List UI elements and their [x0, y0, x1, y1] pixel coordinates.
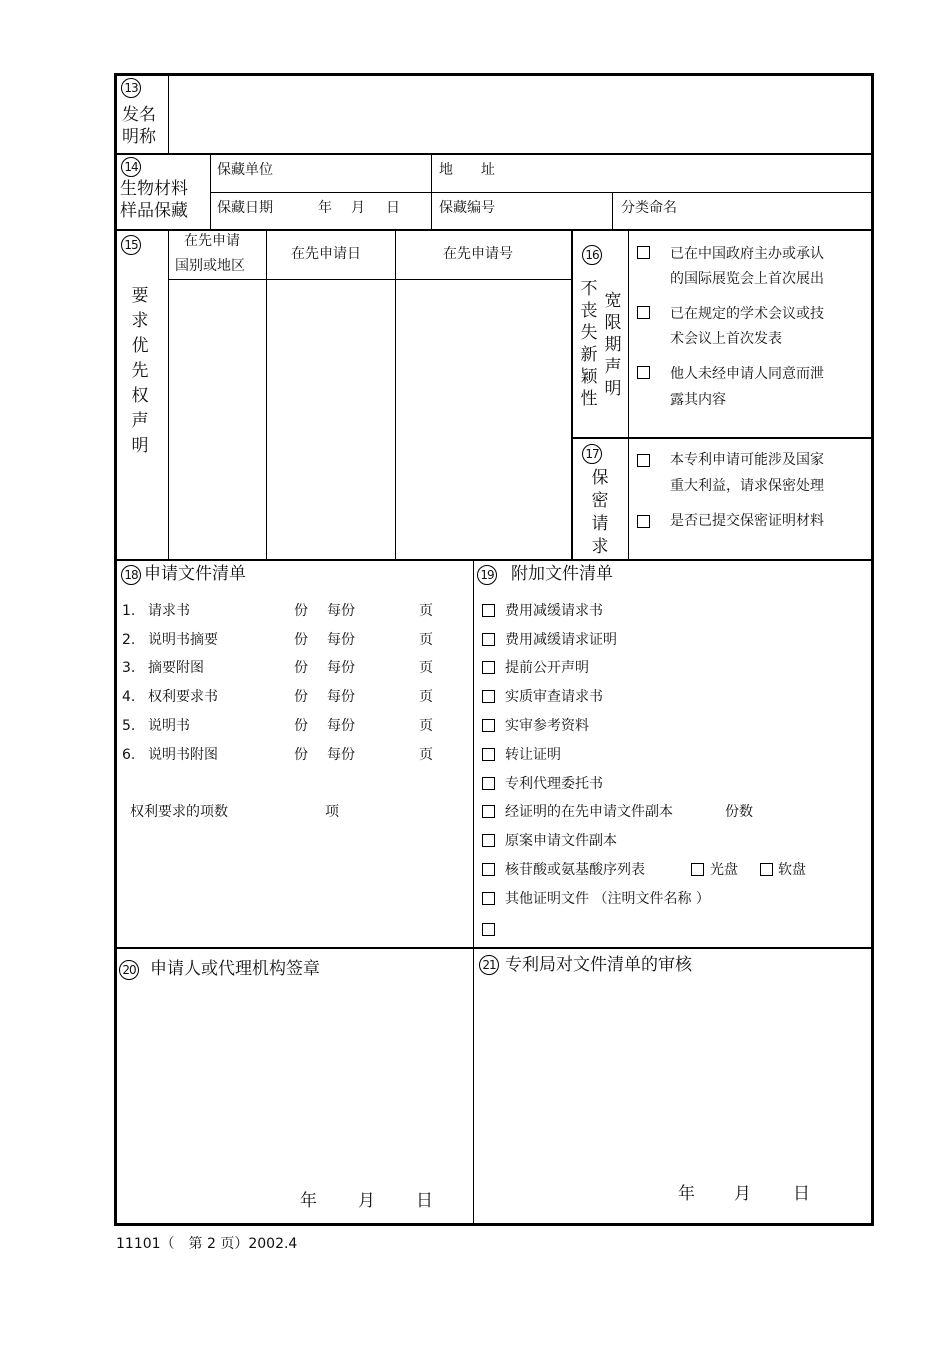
sequence-listing-checkbox[interactable] [482, 863, 495, 876]
power-of-attorney-item: 专利代理委托书 [505, 776, 603, 792]
grace-period-label: 宽限期声明 [604, 291, 622, 399]
doc-item-name: 权利要求书 [148, 689, 218, 705]
exhibition-option: 的国际展览会上首次展出 [670, 271, 824, 287]
deposit-number-field[interactable] [505, 195, 609, 227]
doc-item-per: 每份 [327, 660, 355, 676]
conference-option: 术会议上首次发表 [670, 331, 782, 347]
prior-date-header: 在先申请日 [291, 246, 361, 262]
doc-item-pages: 页 [419, 660, 433, 676]
doc-item-copies: 份 [294, 632, 308, 648]
doc-item-pages: 页 [419, 603, 433, 619]
cd-label: 光盘 [710, 862, 738, 878]
doc-item-name: 说明书摘要 [148, 632, 218, 648]
prior-number-header: 在先申请号 [443, 246, 513, 262]
divider [266, 230, 267, 560]
doc-item-no: 5. [122, 718, 136, 734]
doc-item-pages: 页 [419, 689, 433, 705]
original-application-copy-checkbox[interactable] [482, 834, 495, 847]
seal-year-label: 年 [300, 1191, 317, 1211]
divider [210, 154, 211, 230]
section-number-20: 20 [119, 960, 139, 980]
conference-option: 已在规定的学术会议或技 [670, 306, 824, 322]
divider [168, 75, 169, 154]
doc-item-pages: 页 [419, 747, 433, 763]
classification-field[interactable] [690, 195, 870, 227]
doc-item-name: 说明书附图 [148, 747, 218, 763]
conference-checkbox[interactable] [637, 306, 650, 319]
doc-item-pages: 页 [419, 632, 433, 648]
doc-item-per: 每份 [327, 747, 355, 763]
office-review-title: 专利局对文件清单的审核 [505, 955, 692, 975]
early-publication-checkbox[interactable] [482, 661, 495, 674]
exhibition-checkbox[interactable] [637, 246, 650, 259]
biomaterial-label: 样品保藏 [120, 201, 188, 221]
transfer-proof-checkbox[interactable] [482, 748, 495, 761]
claims-count-unit: 项 [325, 804, 339, 820]
confidentiality-option: 重大利益，请求保密处理 [670, 478, 824, 494]
doc-item-copies: 份 [294, 747, 308, 763]
proof-submitted-checkbox[interactable] [637, 515, 650, 528]
divider [114, 153, 874, 155]
divider [114, 559, 874, 561]
confidentiality-checkbox[interactable] [637, 454, 650, 467]
doc-item-name: 摘要附图 [148, 660, 204, 676]
original-application-copy-item: 原案申请文件副本 [505, 833, 617, 849]
seal-day-label: 日 [416, 1191, 433, 1211]
floppy-label: 软盘 [778, 862, 806, 878]
unauthorized-disclosure-option: 他人未经申请人同意而泄 [670, 366, 824, 382]
doc-item-copies: 份 [294, 603, 308, 619]
doc-item-per: 每份 [327, 603, 355, 619]
exam-reference-checkbox[interactable] [482, 719, 495, 732]
doc-item-name: 说明书 [148, 718, 190, 734]
doc-item-no: 1. [122, 603, 136, 619]
form-code: 11101（ 第 2 页）2002.4 [116, 1236, 298, 1252]
doc-item-copies: 份 [294, 689, 308, 705]
invention-name-field[interactable] [172, 78, 870, 150]
section-number-14: 14 [121, 157, 141, 177]
divider [114, 229, 874, 231]
deposit-date-label: 保藏日期 [217, 200, 273, 216]
address-label: 地 址 [439, 162, 495, 178]
novelty-label: 不丧失新颖性 [580, 279, 598, 409]
deposit-year-label: 年 [318, 200, 332, 216]
invention-name-label: 发名 [122, 105, 156, 125]
copies-count-label: 份数 [725, 804, 753, 820]
seal-month-label: 月 [358, 1191, 375, 1211]
deposit-month-label: 月 [351, 200, 365, 216]
divider [431, 154, 432, 230]
additional-docs-title: 附加文件清单 [511, 564, 613, 584]
other-proof-item: 其他证明文件 （注明文件名称 ） [505, 891, 710, 907]
review-month-label: 月 [734, 1184, 751, 1204]
biomaterial-label: 生物材料 [120, 179, 188, 199]
floppy-checkbox[interactable] [760, 863, 773, 876]
deposit-day-label: 日 [386, 200, 400, 216]
depositary-label: 保藏单位 [217, 162, 273, 178]
applicant-seal-area[interactable] [118, 985, 470, 1180]
section-number-13: 13 [121, 78, 141, 98]
section-number-21: 21 [479, 955, 499, 975]
section-number-19: 19 [477, 565, 497, 585]
confidentiality-label: 保密请求 [591, 468, 609, 557]
divider [612, 192, 613, 230]
other-proof-checkbox[interactable] [482, 892, 495, 905]
prior-number-field[interactable] [397, 282, 569, 557]
divider [571, 230, 573, 560]
depositary-field[interactable] [280, 157, 428, 189]
prior-country-header: 在先申请 [184, 233, 240, 249]
doc-item-pages: 页 [419, 718, 433, 734]
doc-item-no: 3. [122, 660, 136, 676]
review-day-label: 日 [793, 1184, 810, 1204]
divider [473, 560, 474, 1226]
unauthorized-disclosure-option: 露其内容 [670, 392, 726, 408]
claims-count-label: 权利要求的项数 [130, 804, 228, 820]
blank-item-checkbox[interactable] [482, 923, 495, 936]
section-number-17: 17 [582, 444, 602, 464]
proof-submitted-option: 是否已提交保密证明材料 [670, 513, 824, 529]
fee-reduction-request-item: 费用减缓请求书 [505, 603, 603, 619]
doc-item-copies: 份 [294, 718, 308, 734]
fee-reduction-request-checkbox[interactable] [482, 604, 495, 617]
divider [168, 230, 169, 560]
classification-label: 分类命名 [621, 200, 677, 216]
power-of-attorney-checkbox[interactable] [482, 777, 495, 790]
doc-item-copies: 份 [294, 660, 308, 676]
certified-prior-copy-checkbox[interactable] [482, 805, 495, 818]
exam-reference-item: 实审参考资料 [505, 718, 589, 734]
invention-name-label: 明称 [122, 127, 156, 147]
divider [114, 947, 874, 949]
section-number-18: 18 [121, 565, 141, 585]
section-number-15: 15 [121, 235, 141, 255]
early-publication-item: 提前公开声明 [505, 660, 589, 676]
doc-item-per: 每份 [327, 632, 355, 648]
exhibition-option: 已在中国政府主办或承认 [670, 246, 824, 262]
unauthorized-disclosure-checkbox[interactable] [637, 366, 650, 379]
divider [628, 230, 629, 560]
divider [395, 230, 396, 560]
fee-reduction-proof-item: 费用减缓请求证明 [505, 632, 617, 648]
doc-item-no: 4. [122, 689, 136, 705]
applicant-seal-title: 申请人或代理机构签章 [150, 959, 320, 979]
deposit-number-label: 保藏编号 [439, 200, 495, 216]
certified-prior-copy-item: 经证明的在先申请文件副本 [505, 804, 673, 820]
priority-claim-label: 要求优先权声明 [131, 286, 149, 456]
divider [572, 437, 874, 439]
prior-date-field[interactable] [268, 282, 393, 557]
doc-item-no: 2. [122, 632, 136, 648]
prior-country-field[interactable] [170, 282, 264, 557]
transfer-proof-item: 转让证明 [505, 747, 561, 763]
divider [168, 279, 572, 280]
review-year-label: 年 [678, 1184, 695, 1204]
sequence-listing-item: 核苷酸或氨基酸序列表 [505, 862, 645, 878]
divider [210, 192, 874, 193]
substantive-exam-checkbox[interactable] [482, 690, 495, 703]
section-number-16: 16 [582, 245, 602, 265]
prior-country-header: 国别或地区 [175, 258, 245, 274]
doc-item-per: 每份 [327, 689, 355, 705]
doc-item-per: 每份 [327, 718, 355, 734]
fee-reduction-proof-checkbox[interactable] [482, 633, 495, 646]
substantive-exam-item: 实质审查请求书 [505, 689, 603, 705]
confidentiality-option: 本专利申请可能涉及国家 [670, 452, 824, 468]
address-field[interactable] [512, 157, 870, 189]
application-docs-title: 申请文件清单 [144, 564, 246, 584]
doc-item-name: 请求书 [148, 603, 190, 619]
doc-item-no: 6. [122, 747, 136, 763]
cd-checkbox[interactable] [691, 863, 704, 876]
